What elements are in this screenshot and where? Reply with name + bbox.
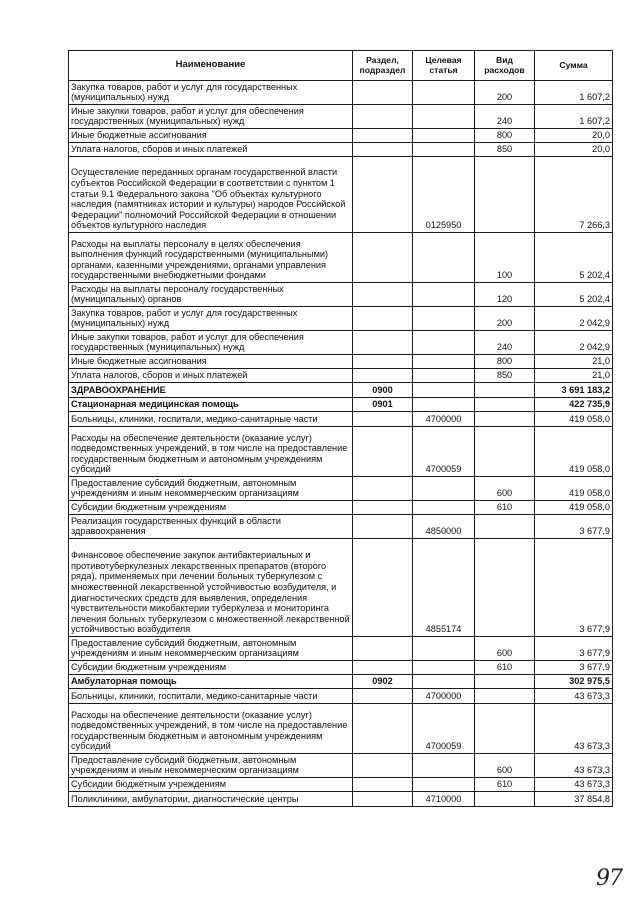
table-row [69, 157, 613, 233]
cell-target: 4700059 [413, 427, 475, 477]
cell-type: 800 [475, 129, 535, 143]
cell-type [475, 398, 535, 412]
cell-sum: 21,0 [535, 369, 613, 383]
cell-name: Субсидии бюджетным учреждениям [69, 778, 353, 792]
cell-sum: 419 058,0 [535, 501, 613, 515]
cell-target [413, 105, 475, 129]
table-row [69, 477, 613, 501]
table-row [69, 355, 613, 369]
cell-name: Иные бюджетные ассигнования [69, 355, 353, 369]
cell-name: Субсидии бюджетным учреждениям [69, 501, 353, 515]
cell-name: Субсидии бюджетным учреждениям [69, 661, 353, 675]
cell-name: Предоставление субсидий бюджетным, автономным учреждениям и иным некоммерческим организациям [69, 637, 353, 661]
cell-target [413, 143, 475, 157]
cell-sum: 3 691 183,2 [535, 383, 613, 398]
cell-sum: 3 677,9 [535, 637, 613, 661]
cell-target [413, 233, 475, 283]
cell-target [413, 383, 475, 398]
cell-type: 240 [475, 105, 535, 129]
cell-target [413, 283, 475, 307]
table-row [69, 129, 613, 143]
cell-type: 200 [475, 81, 535, 105]
cell-type: 120 [475, 283, 535, 307]
cell-name: Расходы на обеспечение деятельности (оказание услуг) подведомственных учреждений, в том числе на предоставление государственным бюджетным и автономным учреждениям субсидий [69, 704, 353, 754]
cell-section [353, 704, 413, 754]
cell-type: 610 [475, 778, 535, 792]
cell-name: Расходы на обеспечение деятельности (оказание услуг) подведомственных учреждений, в том числе на предоставление государственным бюджетным и автономным учреждениям субсидий [69, 427, 353, 477]
cell-name: Закупка товаров, работ и услуг для государственных (муниципальных) нужд [69, 81, 353, 105]
table-row [69, 143, 613, 157]
cell-sum: 419 058,0 [535, 412, 613, 427]
cell-type [475, 412, 535, 427]
cell-type: 610 [475, 661, 535, 675]
cell-name: Предоставление субсидий бюджетным, автономным учреждениям и иным некоммерческим организациям [69, 754, 353, 778]
cell-section [353, 515, 413, 539]
header-sum: Сумма [535, 51, 613, 81]
cell-target [413, 754, 475, 778]
cell-section [353, 105, 413, 129]
cell-section [353, 369, 413, 383]
cell-section [353, 792, 413, 807]
cell-name: Реализация государственных функций в области здравоохранения [69, 515, 353, 539]
table-row [69, 233, 613, 283]
table-row [69, 637, 613, 661]
table-row [69, 283, 613, 307]
table-row [69, 105, 613, 129]
cell-section: 0902 [353, 675, 413, 689]
cell-sum: 43 673,3 [535, 754, 613, 778]
cell-type: 850 [475, 143, 535, 157]
cell-type: 850 [475, 369, 535, 383]
cell-section [353, 689, 413, 704]
header-section: Раздел, подраздел [353, 51, 413, 81]
cell-type: 240 [475, 331, 535, 355]
cell-target [413, 501, 475, 515]
cell-section [353, 661, 413, 675]
table-row [69, 754, 613, 778]
cell-section [353, 427, 413, 477]
budget-table [68, 50, 613, 807]
cell-name: Закупка товаров, работ и услуг для государственных (муниципальных) нужд [69, 307, 353, 331]
cell-target [413, 369, 475, 383]
cell-sum: 422 735,9 [535, 398, 613, 412]
cell-target [413, 331, 475, 355]
cell-section: 0900 [353, 383, 413, 398]
cell-section [353, 307, 413, 331]
cell-name: Стационарная медицинская помощь [69, 398, 353, 412]
table-row [69, 331, 613, 355]
cell-target [413, 355, 475, 369]
cell-target [413, 81, 475, 105]
cell-sum: 37 854,8 [535, 792, 613, 807]
table-row [69, 398, 613, 412]
cell-sum: 7 266,3 [535, 157, 613, 233]
table-row [69, 427, 613, 477]
header-type: Вид расходов [475, 51, 535, 81]
cell-type [475, 383, 535, 398]
page-number: 97 [596, 866, 622, 891]
cell-type [475, 675, 535, 689]
cell-section [353, 412, 413, 427]
table-row [69, 792, 613, 807]
cell-section [353, 233, 413, 283]
cell-target: 0125950 [413, 157, 475, 233]
cell-sum: 43 673,3 [535, 704, 613, 754]
cell-section [353, 157, 413, 233]
cell-sum: 302 975,5 [535, 675, 613, 689]
cell-name: Уплата налогов, сборов и иных платежей [69, 143, 353, 157]
cell-target [413, 307, 475, 331]
cell-section [353, 754, 413, 778]
cell-name: Расходы на выплаты персоналу в целях обеспечения выполнения функций государственными (муниципальными) органами, казенными учреждениями, органами управления государственными внебюджетными фондами [69, 233, 353, 283]
cell-target [413, 661, 475, 675]
cell-name: Иные закупки товаров, работ и услуг для обеспечения государственных (муниципальных) нужд [69, 331, 353, 355]
cell-name: Иные бюджетные ассигнования [69, 129, 353, 143]
cell-target: 4850000 [413, 515, 475, 539]
cell-section [353, 778, 413, 792]
cell-sum: 2 042,9 [535, 307, 613, 331]
cell-type: 610 [475, 501, 535, 515]
cell-name: Уплата налогов, сборов и иных платежей [69, 369, 353, 383]
table-row [69, 539, 613, 637]
cell-type: 600 [475, 477, 535, 501]
cell-sum: 1 607,2 [535, 105, 613, 129]
cell-name: Осуществление переданных органам государственной власти субъектов Российской Федерации в соответствии с пунктом 1 статьи 9.1 Федерального закона "Об объектах культурного наследия (памятниках истории и культуры) народов Российской Федерации" полномочий Российской Федерации в отношении объектов культурного наследия [69, 157, 353, 233]
cell-type [475, 539, 535, 637]
cell-target [413, 129, 475, 143]
cell-section [353, 331, 413, 355]
cell-type [475, 792, 535, 807]
cell-sum: 419 058,0 [535, 427, 613, 477]
cell-target [413, 778, 475, 792]
cell-sum: 43 673,3 [535, 689, 613, 704]
table-row [69, 704, 613, 754]
cell-section [353, 501, 413, 515]
table-row [69, 369, 613, 383]
cell-name: Больницы, клиники, госпитали, медико-санитарные части [69, 412, 353, 427]
table-row [69, 689, 613, 704]
cell-type: 200 [475, 307, 535, 331]
cell-target [413, 675, 475, 689]
table-row [69, 383, 613, 398]
cell-target [413, 477, 475, 501]
cell-section [353, 283, 413, 307]
cell-sum: 20,0 [535, 129, 613, 143]
cell-type: 600 [475, 637, 535, 661]
table-row [69, 412, 613, 427]
cell-sum: 5 202,4 [535, 283, 613, 307]
cell-section [353, 637, 413, 661]
cell-type: 600 [475, 754, 535, 778]
cell-section [353, 477, 413, 501]
cell-name: ЗДРАВООХРАНЕНИЕ [69, 383, 353, 398]
table-header-row [69, 51, 613, 81]
cell-name: Амбулаторная помощь [69, 675, 353, 689]
cell-sum: 2 042,9 [535, 331, 613, 355]
cell-sum: 3 677,9 [535, 661, 613, 675]
table-row [69, 778, 613, 792]
table-row [69, 515, 613, 539]
cell-section [353, 143, 413, 157]
cell-target [413, 398, 475, 412]
cell-sum: 419 058,0 [535, 477, 613, 501]
cell-sum: 21,0 [535, 355, 613, 369]
cell-type [475, 704, 535, 754]
cell-section [353, 539, 413, 637]
table-row [69, 81, 613, 105]
cell-section: 0901 [353, 398, 413, 412]
cell-section [353, 81, 413, 105]
cell-target: 4855174 [413, 539, 475, 637]
cell-type [475, 689, 535, 704]
table-row [69, 307, 613, 331]
cell-name: Финансовое обеспечение закупок антибактериальных и противотуберкулезных лекарственных препаратов (второго ряда), применяемых при лечении больных туберкулезом с множественной лекарственной устойчивостью возбудителя, и диагностических средств для выявления, определения чувствительности микобактерии туберкулеза и мониторинга лечения больных туберкулезом с множественной лекарственной устойчивостью возбудителя [69, 539, 353, 637]
header-name: Наименование [69, 51, 353, 81]
cell-target: 4700059 [413, 704, 475, 754]
cell-section [353, 129, 413, 143]
cell-type: 100 [475, 233, 535, 283]
cell-target: 4700000 [413, 412, 475, 427]
cell-section [353, 355, 413, 369]
cell-target: 4710000 [413, 792, 475, 807]
cell-sum: 3 677,9 [535, 539, 613, 637]
cell-sum: 43 673,3 [535, 778, 613, 792]
cell-name: Расходы на выплаты персоналу государственных (муниципальных) органов [69, 283, 353, 307]
cell-type [475, 157, 535, 233]
table-row [69, 675, 613, 689]
table-row [69, 661, 613, 675]
table-body [69, 81, 613, 807]
cell-type: 800 [475, 355, 535, 369]
cell-sum: 3 677,9 [535, 515, 613, 539]
cell-sum: 1 607,2 [535, 81, 613, 105]
header-target: Целевая статья [413, 51, 475, 81]
cell-name: Больницы, клиники, госпитали, медико-санитарные части [69, 689, 353, 704]
cell-name: Иные закупки товаров, работ и услуг для обеспечения государственных (муниципальных) нужд [69, 105, 353, 129]
cell-sum: 5 202,4 [535, 233, 613, 283]
cell-name: Предоставление субсидий бюджетным, автономным учреждениям и иным некоммерческим организациям [69, 477, 353, 501]
cell-sum: 20,0 [535, 143, 613, 157]
cell-target: 4700000 [413, 689, 475, 704]
cell-type [475, 515, 535, 539]
cell-name: Поликлиники, амбулатории, диагностические центры [69, 792, 353, 807]
table-row [69, 501, 613, 515]
cell-target [413, 637, 475, 661]
cell-type [475, 427, 535, 477]
